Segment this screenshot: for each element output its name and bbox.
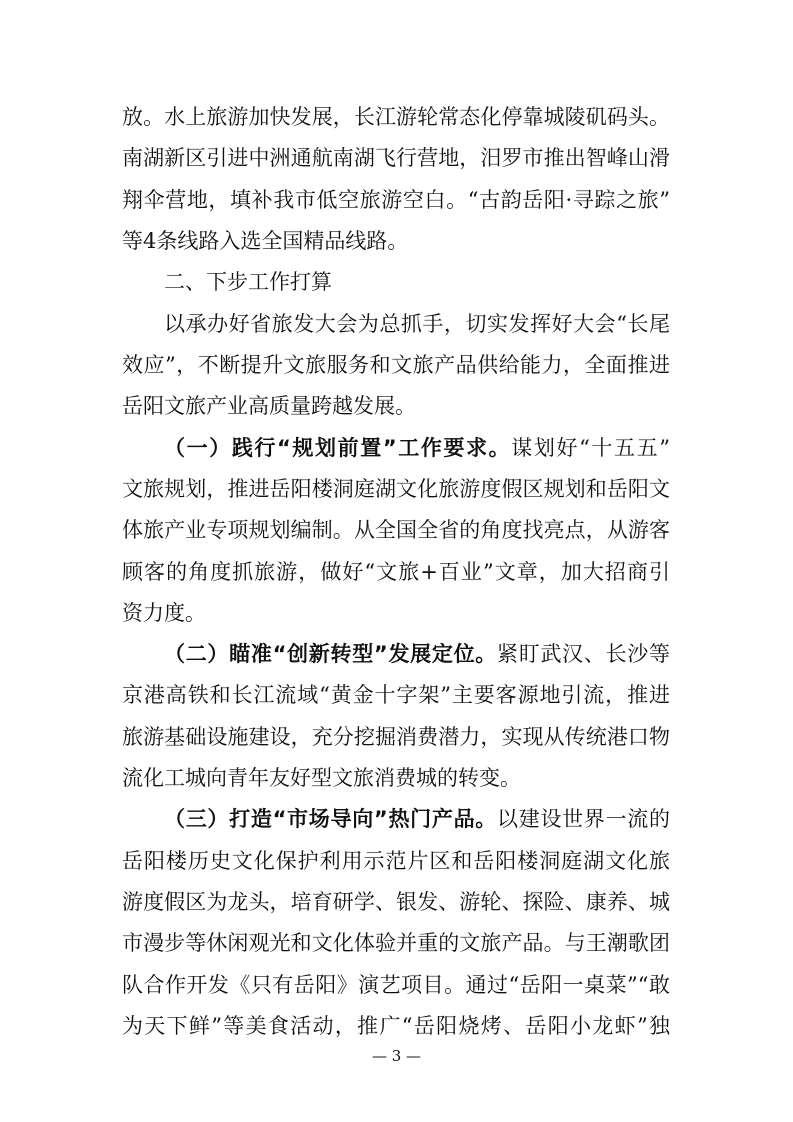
paragraph-line: 放。水上旅游加快发展，长江游轮常态化停靠城陵矶码头。 (122, 105, 670, 129)
paragraph-line: 以承办好省旅发大会为总抓手，切实发挥好大会“长尾 (164, 311, 670, 336)
paragraph-line: 流化工城向青年友好型文旅消费城的转变。 (122, 766, 521, 791)
paragraph-line: 文旅规划，推进岳阳楼洞庭湖文化旅游度假区规划和岳阳文 (122, 476, 670, 501)
paragraph-line: 等4条线路入选全国精品线路。 (122, 228, 409, 253)
paragraph-line: 资力度。 (122, 600, 206, 625)
paragraph-line: 南湖新区引进中洲通航南湖飞行营地，汨罗市推出智峰山滑 (122, 146, 670, 171)
paragraph-line: 顾客的角度抓旅游，做好“文旅+百业”文章，加大招商引 (122, 559, 670, 584)
item-first-line (164, 434, 670, 462)
item-text: 谋划好“十五五” (511, 435, 670, 460)
paragraph-line: 为天下鲜”等美食活动，推广“岳阳烧烤、岳阳小龙虾”独 (122, 1014, 670, 1038)
paragraph-line: 岳阳文旅产业高质量跨越发展。 (122, 394, 416, 419)
item-text: 紧盯武汉、长沙等 (497, 642, 670, 667)
paragraph-line: 体旅产业专项规划编制。从全国全省的角度找亮点，从游客 (122, 518, 670, 543)
item-title: （一）践行“规划前置”工作要求。 (164, 435, 512, 460)
item-first-line (164, 805, 670, 833)
page-number: — 3 — (371, 1047, 422, 1065)
paragraph-line: 旅游基础设施建设，充分挖掘消费潜力，实现从传统港口物 (122, 724, 670, 749)
paragraph-line: 翔伞营地，填补我市低空旅游空白。“古韵岳阳·寻踪之旅” (122, 187, 670, 212)
section-heading: 二、下步工作打算 (164, 270, 332, 295)
item-title: （二）瞄准“创新转型”发展定位。 (164, 642, 498, 667)
item-first-line (164, 640, 670, 668)
paragraph-line: 队合作开发《只有岳阳》演艺项目。通过“岳阳一桌菜”“敢 (122, 972, 670, 997)
paragraph-line: 京港高铁和长江流域“黄金十字架”主要客源地引流，推进 (122, 683, 670, 708)
item-text: 以建设世界一流的 (497, 807, 670, 832)
paragraph-line: 效应”，不断提升文旅服务和文旅产品供给能力，全面推进 (122, 352, 670, 377)
item-title: （三）打造“市场导向”热门产品。 (164, 807, 498, 832)
paragraph-line: 市漫步等休闲观光和文化体验并重的文旅产品。与王潮歌团 (122, 931, 670, 956)
paragraph-line: 岳阳楼历史文化保护利用示范片区和岳阳楼洞庭湖文化旅 (122, 848, 670, 873)
paragraph-line: 游度假区为龙头，培育研学、银发、游轮、探险、康养、城 (122, 890, 670, 915)
